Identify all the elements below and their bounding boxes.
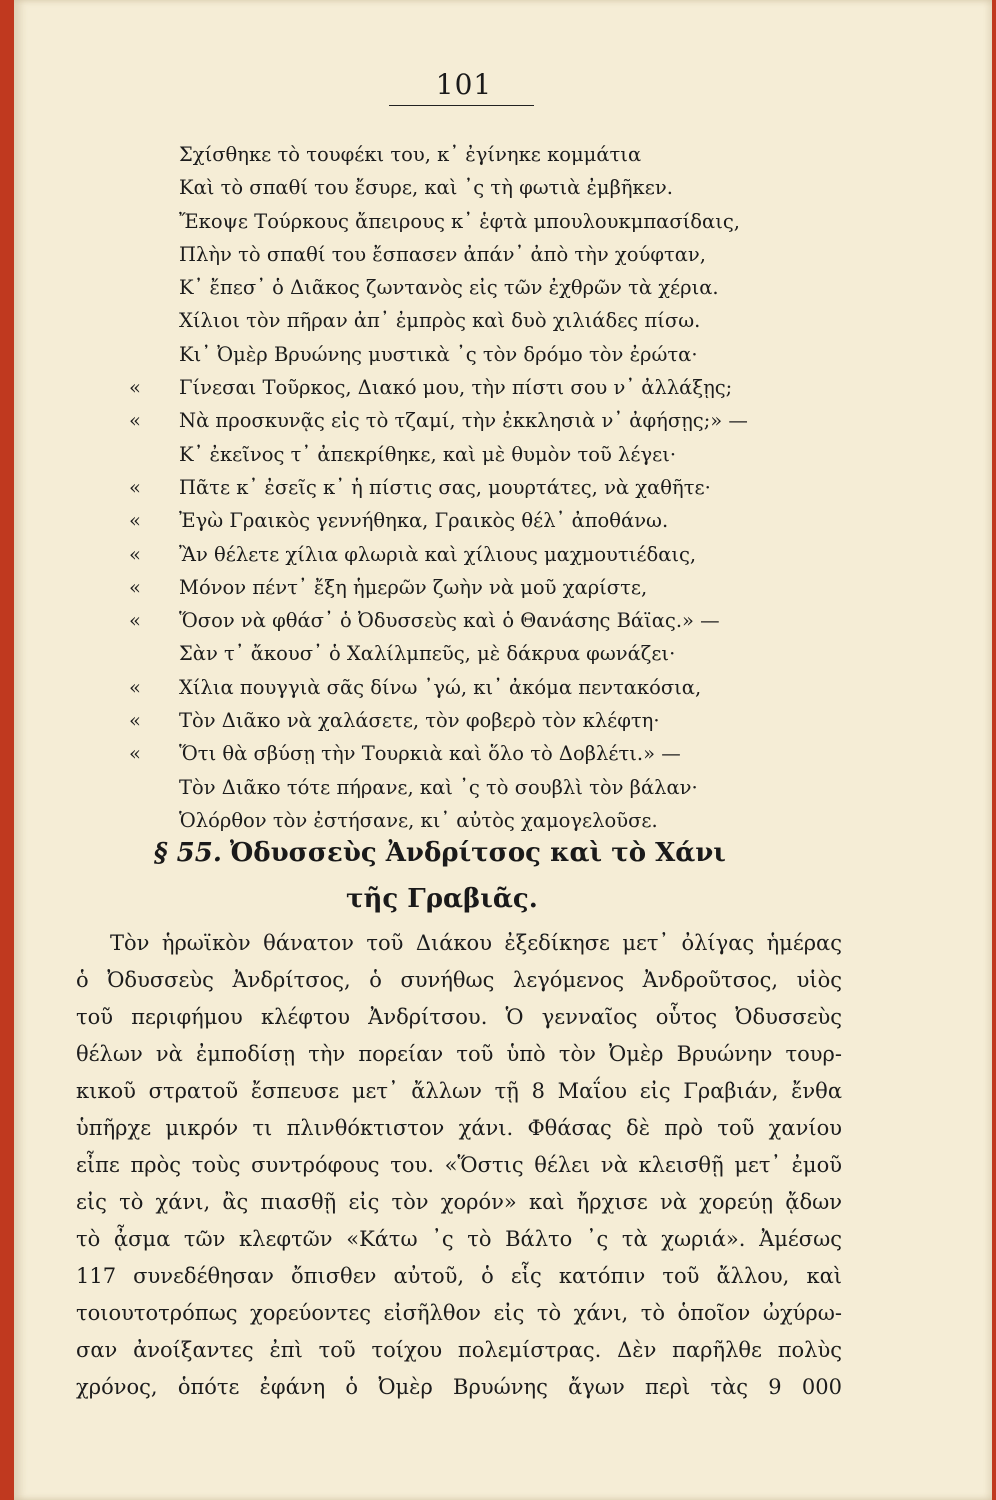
poem-line bbox=[129, 571, 829, 604]
poem-line bbox=[129, 404, 829, 437]
page-number: 101 bbox=[435, 68, 493, 101]
section-title-line-1: Ὀδυσσεὺς Ἀνδρίτσος καὶ τὸ Χάνι bbox=[229, 838, 726, 868]
poem-line-text: Τὸν Διᾶκο τότε πήρανε, καὶ ᾽ς τὸ σουβλὶ τὸν βάλαν· bbox=[179, 775, 698, 799]
poem-line bbox=[129, 737, 829, 770]
poem-line-text: Ἂν θέλετε χίλια φλωριὰ καὶ χίλιους μαχμουτιέδαις, bbox=[179, 542, 697, 566]
quote-mark: « bbox=[129, 742, 141, 766]
poem-line-text: Χίλια πουγγιὰ σᾶς δίνω ᾽γώ, κι᾽ ἀκόμα πεντακόσια, bbox=[179, 675, 702, 699]
quote-mark: « bbox=[129, 542, 141, 566]
poem-line-text: Χίλιοι τὸν πῆραν ἀπ᾽ ἐμπρὸς καὶ δυὸ χιλιάδες πίσω. bbox=[179, 309, 701, 333]
poem-line-text: Ἐγὼ Γραικὸς γεννήθηκα, Γραικὸς θέλ᾽ ἀποθάνω. bbox=[179, 509, 669, 533]
poem-line-text: Καὶ τὸ σπαθί του ἔσυρε, καὶ ᾽ς τὴ φωτιὰ ἐμβῆκεν. bbox=[179, 176, 673, 200]
prose-line: ὁ Ὀδυσσεὺς Ἀνδρίτσος, ὁ συνήθως λεγόμενος Ἀνδροῦτσος, υἱὸς bbox=[76, 968, 842, 992]
poem-line-text: Ἔκοψε Τούρκους ἄπειρους κ᾽ ἑφτὰ μπουλουκμπασίδαις, bbox=[179, 209, 740, 233]
prose-line: τοιουτοτρόπως χορεύοντες εἰσῆλθον εἰς τὸ χάνι, τὸ ὁποῖον ὠχύρω- bbox=[76, 1301, 842, 1325]
poem-line bbox=[129, 637, 829, 670]
poem-line bbox=[129, 538, 829, 571]
poem-line bbox=[129, 371, 829, 404]
poem-line bbox=[129, 438, 829, 471]
prose-line: Τὸν ἡρωϊκὸν θάνατον τοῦ Διάκου ἐξεδίκησε μετ᾽ ὀλίγας ἡμέρας bbox=[110, 931, 842, 955]
poem-line-text: Γίνεσαι Τοῦρκος, Διακό μου, τὴν πίστι σου ν᾽ ἀλλάξῃς; bbox=[179, 376, 733, 400]
poem-line bbox=[129, 471, 829, 504]
prose-line: εἶπε πρὸς τοὺς συντρόφους του. «Ὅστις θέλει νὰ κλεισθῇ μετ᾽ ἐμοῦ bbox=[76, 1153, 842, 1177]
poem-line bbox=[129, 304, 829, 337]
poem-line-text: Νὰ προσκυνᾷς εἰς τὸ τζαμί, τὴν ἐκκλησιὰ ν᾽ ἀφήσῃς;» — bbox=[179, 409, 748, 433]
quote-mark: « bbox=[129, 376, 141, 400]
prose-line: ὑπῆρχε μικρόν τι πλινθόκτιστον χάνι. Φθάσας δὲ πρὸ τοῦ χανίου bbox=[76, 1116, 842, 1140]
quote-mark: « bbox=[129, 709, 141, 733]
prose-line: θέλων νὰ ἐμποδίσῃ τὴν πορείαν τοῦ ὑπὸ τὸν Ὀμὲρ Βρυώνην τουρ- bbox=[76, 1042, 842, 1066]
poem-line bbox=[129, 338, 829, 371]
book-page bbox=[14, 0, 992, 1500]
section-number: § 55. bbox=[154, 838, 222, 868]
poem-line bbox=[129, 504, 829, 537]
prose-line: κικοῦ στρατοῦ ἔσπευσε μετ᾽ ἄλλων τῇ 8 Μαΐου εἰς Γραβιάν, ἔνθα bbox=[76, 1079, 842, 1103]
quote-mark: « bbox=[129, 509, 141, 533]
prose-line: 117 συνεδέθησαν ὄπισθεν αὐτοῦ, ὁ εἷς κατόπιν τοῦ ἄλλου, καὶ bbox=[76, 1264, 842, 1288]
section-heading bbox=[154, 830, 854, 922]
poem-line-text: Πλὴν τὸ σπαθί του ἔσπασεν ἀπάν᾽ ἀπὸ τὴν χούφταν, bbox=[179, 242, 706, 266]
poem-line bbox=[129, 138, 829, 171]
poem-line-text: Ὁλόρθον τὸν ἐστήσανε, κι᾽ αὐτὸς χαμογελοῦσε. bbox=[179, 808, 658, 832]
poem-line-text: Τὸν Διᾶκο νὰ χαλάσετε, τὸν φοβερὸ τὸν κλέφτη· bbox=[179, 709, 660, 733]
poem-line-text: Σχίσθηκε τὸ τουφέκι του, κ᾽ ἐγίνηκε κομμάτια bbox=[179, 143, 642, 166]
poem-line bbox=[129, 671, 829, 704]
quote-mark: « bbox=[129, 575, 141, 599]
poem-line-text: Μόνον πέντ᾽ ἔξη ἡμερῶν ζωὴν νὰ μοῦ χαρίστε, bbox=[179, 575, 648, 599]
poem-line bbox=[129, 238, 829, 271]
quote-mark: « bbox=[129, 409, 141, 433]
poem-line bbox=[129, 771, 829, 804]
poem-line bbox=[129, 604, 829, 637]
prose-line: σαν ἀνοίξαντες ἐπὶ τοῦ τοίχου πολεμίστρας. Δὲν παρῆλθε πολὺς bbox=[76, 1338, 842, 1362]
prose-line: χρόνος, ὁπότε ἐφάνη ὁ Ὀμὲρ Βρυώνης ἄγων περὶ τὰς 9 000 bbox=[76, 1375, 842, 1399]
header-rule bbox=[389, 105, 534, 106]
prose-line: τοῦ περιφήμου κλέφτου Ἀνδρίτσου. Ὁ γενναῖος οὗτος Ὀδυσσεὺς bbox=[76, 1005, 842, 1029]
poem-line-text: Κι᾽ Ὀμὲρ Βρυώνης μυστικὰ ᾽ς τὸν δρόμο τὸν ἐρώτα· bbox=[179, 342, 698, 366]
poem-line-text: Ὅτι θὰ σβύσῃ τὴν Τουρκιὰ καὶ ὅλο τὸ Δοβλέτι.» — bbox=[179, 742, 681, 766]
prose-line: εἰς τὸ χάνι, ἂς πιασθῇ εἰς τὸν χορόν» καὶ ἤρχισε νὰ χορεύῃ ᾄδων bbox=[76, 1190, 842, 1214]
poem-line bbox=[129, 271, 829, 304]
poem-line bbox=[129, 171, 829, 204]
section-title-line-2: τῆς Γραβιᾶς. bbox=[346, 884, 538, 914]
poem-block bbox=[129, 138, 829, 837]
quote-mark: « bbox=[129, 675, 141, 699]
poem-line-text: Κ᾽ ἔπεσ᾽ ὁ Διᾶκος ζωντανὸς εἰς τῶν ἐχθρῶν τὰ χέρια. bbox=[179, 276, 719, 300]
section-heading-line-1 bbox=[154, 830, 854, 876]
poem-line bbox=[129, 704, 829, 737]
quote-mark: « bbox=[129, 609, 141, 633]
poem-line-text: Σὰν τ᾽ ἄκουσ᾽ ὁ Χαλίλμπεῦς, μὲ δάκρυα φωνάζει· bbox=[179, 642, 676, 666]
poem-line-text: Ὅσον νὰ φθάσ᾽ ὁ Ὀδυσσεὺς καὶ ὁ Θανάσης Βάϊας.» — bbox=[179, 609, 720, 633]
poem-line bbox=[129, 205, 829, 238]
prose-block bbox=[76, 925, 842, 1406]
quote-mark: « bbox=[129, 475, 141, 499]
poem-line-text: Κ᾽ ἐκεῖνος τ᾽ ἀπεκρίθηκε, καὶ μὲ θυμὸν τοῦ λέγει· bbox=[179, 442, 677, 466]
poem-line-text: Πᾶτε κ᾽ ἐσεῖς κ᾽ ἡ πίστις σας, μουρτάτες, νὰ χαθῆτε· bbox=[179, 475, 711, 499]
prose-line: τὸ ᾆσμα τῶν κλεφτῶν «Κάτω ᾽ς τὸ Βάλτο ᾽ς τὰ χωριά». Ἀμέσως bbox=[76, 1227, 842, 1251]
